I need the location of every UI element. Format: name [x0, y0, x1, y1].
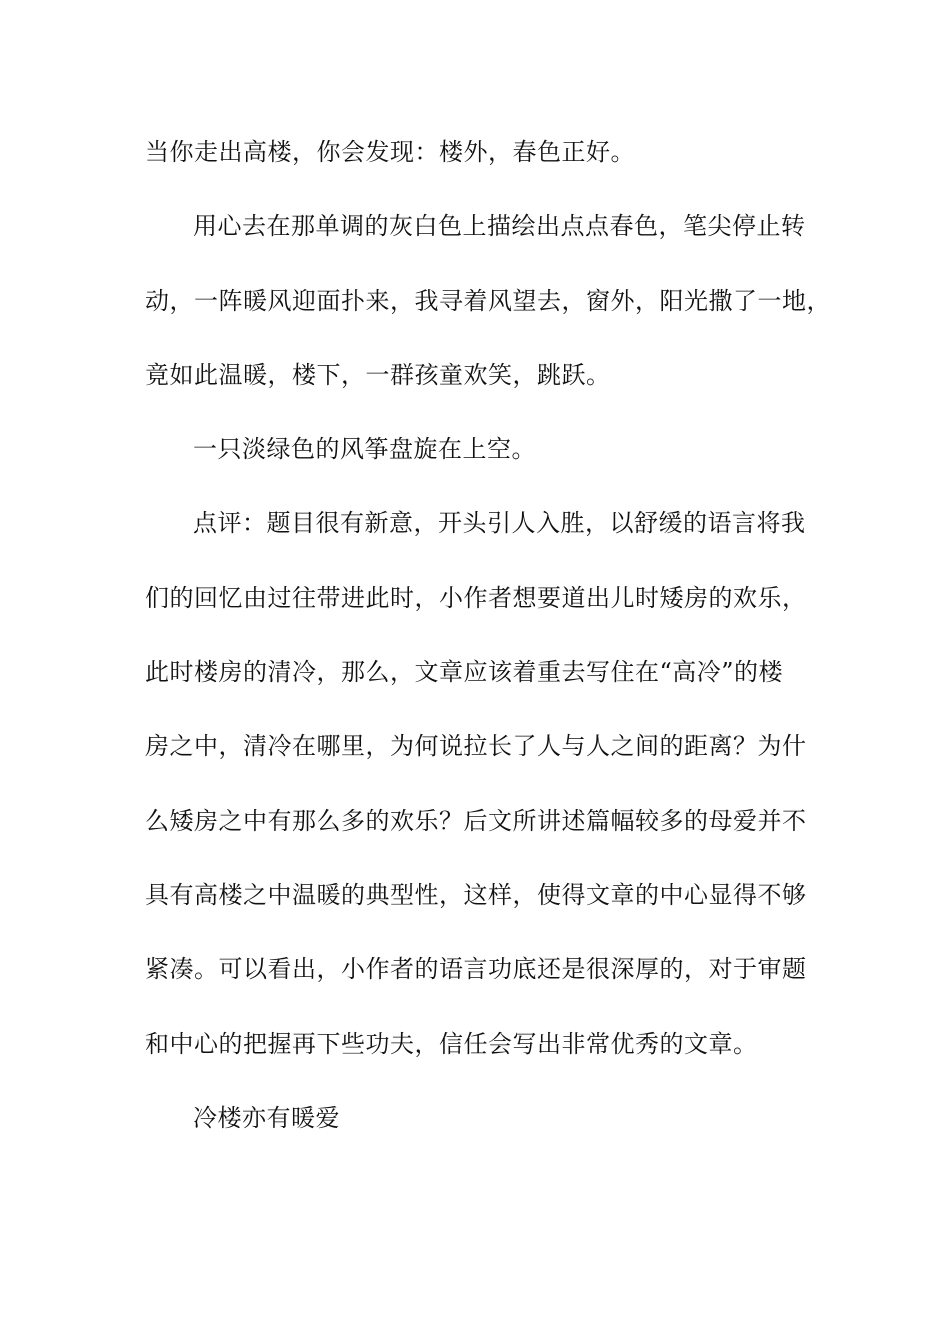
text-line: 们的回忆由过往带进此时，小作者想要道出儿时矮房的欢乐， — [145, 583, 807, 612]
text-line: 当你走出高楼，你会发现：楼外，春色正好。 — [145, 138, 635, 166]
text-line: 和中心的把握再下些功夫，信任会写出非常优秀的文章。 — [145, 1029, 758, 1058]
text-line: 紧凑。可以看出，小作者的语言功底还是很深厚的，对于审题 — [145, 955, 807, 984]
text-line: 用心去在那单调的灰白色上描绘出点点春色，笔尖停止转 — [193, 212, 806, 241]
text-line: 动，一阵暖风迎面扑来，我寻着风望去，窗外，阳光撒了一地， — [145, 286, 831, 315]
text-line: 点评：题目很有新意，开头引人入胜，以舒缓的语言将我 — [193, 509, 806, 538]
text-line: 么矮房之中有那么多的欢乐？后文所讲述篇幅较多的母爱并不 — [145, 806, 807, 835]
document-body — [145, 128, 835, 1168]
text-line: 具有高楼之中温暖的典型性，这样，使得文章的中心显得不够 — [145, 880, 807, 909]
text-line: 房之中，清冷在哪里，为何说拉长了人与人之间的距离？为什 — [145, 732, 807, 761]
section-title: 冷楼亦有暖爱 — [193, 1103, 340, 1132]
text-line: 此时楼房的清冷，那么，文章应该着重去写住在“高冷”的楼 — [145, 658, 784, 687]
text-line: 一只淡绿色的风筝盘旋在上空。 — [193, 435, 536, 464]
text-line: 竟如此温暖，楼下，一群孩童欢笑，跳跃。 — [145, 360, 611, 389]
